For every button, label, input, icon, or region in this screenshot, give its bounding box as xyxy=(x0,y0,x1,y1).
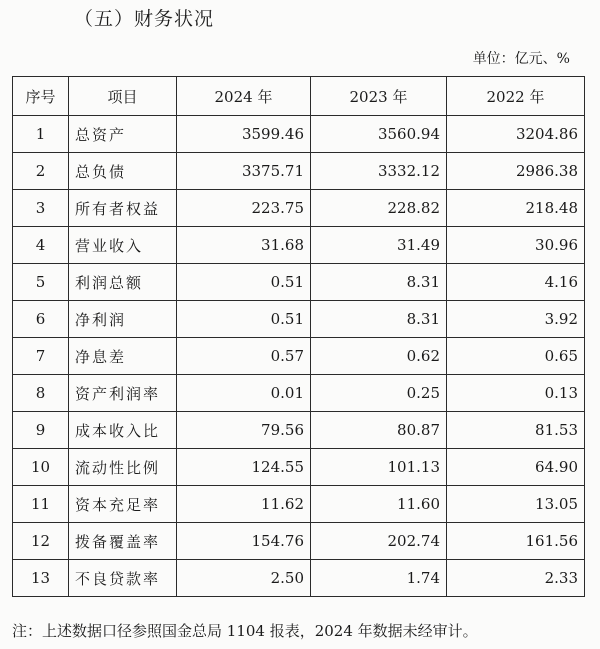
footnote: 注：上述数据口径参照国金总局 1104 报表，2024 年数据未经审计。 xyxy=(12,622,478,640)
value-2023: 101.13 xyxy=(311,449,447,486)
table-header-row xyxy=(13,77,585,116)
table-row xyxy=(13,449,585,486)
row-index: 6 xyxy=(13,301,69,338)
financial-table-wrapper xyxy=(12,76,584,597)
row-index: 12 xyxy=(13,523,69,560)
value-2022: 2986.38 xyxy=(447,153,585,190)
table-row xyxy=(13,375,585,412)
row-item: 拨备覆盖率 xyxy=(69,523,177,560)
value-2024: 11.62 xyxy=(177,486,311,523)
value-2022: 218.48 xyxy=(447,190,585,227)
value-2022: 4.16 xyxy=(447,264,585,301)
row-index: 10 xyxy=(13,449,69,486)
value-2022: 81.53 xyxy=(447,412,585,449)
row-index: 11 xyxy=(13,486,69,523)
table-row xyxy=(13,560,585,597)
value-2024: 124.55 xyxy=(177,449,311,486)
header-2023: 2023 年 xyxy=(311,77,447,116)
row-index: 1 xyxy=(13,116,69,153)
row-item: 净息差 xyxy=(69,338,177,375)
value-2023: 0.62 xyxy=(311,338,447,375)
value-2022: 2.33 xyxy=(447,560,585,597)
row-index: 4 xyxy=(13,227,69,264)
row-item: 总负债 xyxy=(69,153,177,190)
row-item: 所有者权益 xyxy=(69,190,177,227)
value-2024: 0.51 xyxy=(177,264,311,301)
value-2023: 228.82 xyxy=(311,190,447,227)
table-row xyxy=(13,523,585,560)
row-item: 营业收入 xyxy=(69,227,177,264)
header-index: 序号 xyxy=(13,77,69,116)
header-2024: 2024 年 xyxy=(177,77,311,116)
value-2024: 79.56 xyxy=(177,412,311,449)
value-2022: 64.90 xyxy=(447,449,585,486)
unit-label: 单位：亿元、% xyxy=(472,51,570,67)
value-2023: 80.87 xyxy=(311,412,447,449)
value-2022: 0.65 xyxy=(447,338,585,375)
section-title: （五）财务状况 xyxy=(74,8,215,30)
value-2022: 0.13 xyxy=(447,375,585,412)
row-index: 2 xyxy=(13,153,69,190)
financial-table xyxy=(12,76,585,597)
value-2023: 31.49 xyxy=(311,227,447,264)
value-2024: 3599.46 xyxy=(177,116,311,153)
table-row xyxy=(13,153,585,190)
row-index: 8 xyxy=(13,375,69,412)
value-2023: 1.74 xyxy=(311,560,447,597)
header-2022: 2022 年 xyxy=(447,77,585,116)
value-2024: 223.75 xyxy=(177,190,311,227)
value-2023: 3332.12 xyxy=(311,153,447,190)
row-item: 资本充足率 xyxy=(69,486,177,523)
table-body xyxy=(13,116,585,597)
value-2023: 3560.94 xyxy=(311,116,447,153)
value-2022: 13.05 xyxy=(447,486,585,523)
row-item: 流动性比例 xyxy=(69,449,177,486)
value-2022: 161.56 xyxy=(447,523,585,560)
value-2023: 0.25 xyxy=(311,375,447,412)
table-row xyxy=(13,227,585,264)
table-row xyxy=(13,486,585,523)
value-2022: 3204.86 xyxy=(447,116,585,153)
row-item: 净利润 xyxy=(69,301,177,338)
value-2024: 154.76 xyxy=(177,523,311,560)
table-row xyxy=(13,264,585,301)
value-2023: 8.31 xyxy=(311,264,447,301)
table-row xyxy=(13,338,585,375)
value-2024: 31.68 xyxy=(177,227,311,264)
header-item: 项目 xyxy=(69,77,177,116)
value-2024: 0.01 xyxy=(177,375,311,412)
row-index: 13 xyxy=(13,560,69,597)
value-2024: 0.57 xyxy=(177,338,311,375)
table-row xyxy=(13,116,585,153)
row-index: 3 xyxy=(13,190,69,227)
value-2024: 3375.71 xyxy=(177,153,311,190)
row-item: 资产利润率 xyxy=(69,375,177,412)
row-item: 总资产 xyxy=(69,116,177,153)
row-index: 5 xyxy=(13,264,69,301)
value-2024: 0.51 xyxy=(177,301,311,338)
value-2023: 11.60 xyxy=(311,486,447,523)
table-row xyxy=(13,190,585,227)
row-item: 成本收入比 xyxy=(69,412,177,449)
value-2024: 2.50 xyxy=(177,560,311,597)
row-index: 7 xyxy=(13,338,69,375)
value-2023: 202.74 xyxy=(311,523,447,560)
value-2022: 3.92 xyxy=(447,301,585,338)
table-row xyxy=(13,301,585,338)
value-2023: 8.31 xyxy=(311,301,447,338)
row-item: 不良贷款率 xyxy=(69,560,177,597)
value-2022: 30.96 xyxy=(447,227,585,264)
row-index: 9 xyxy=(13,412,69,449)
table-row xyxy=(13,412,585,449)
row-item: 利润总额 xyxy=(69,264,177,301)
